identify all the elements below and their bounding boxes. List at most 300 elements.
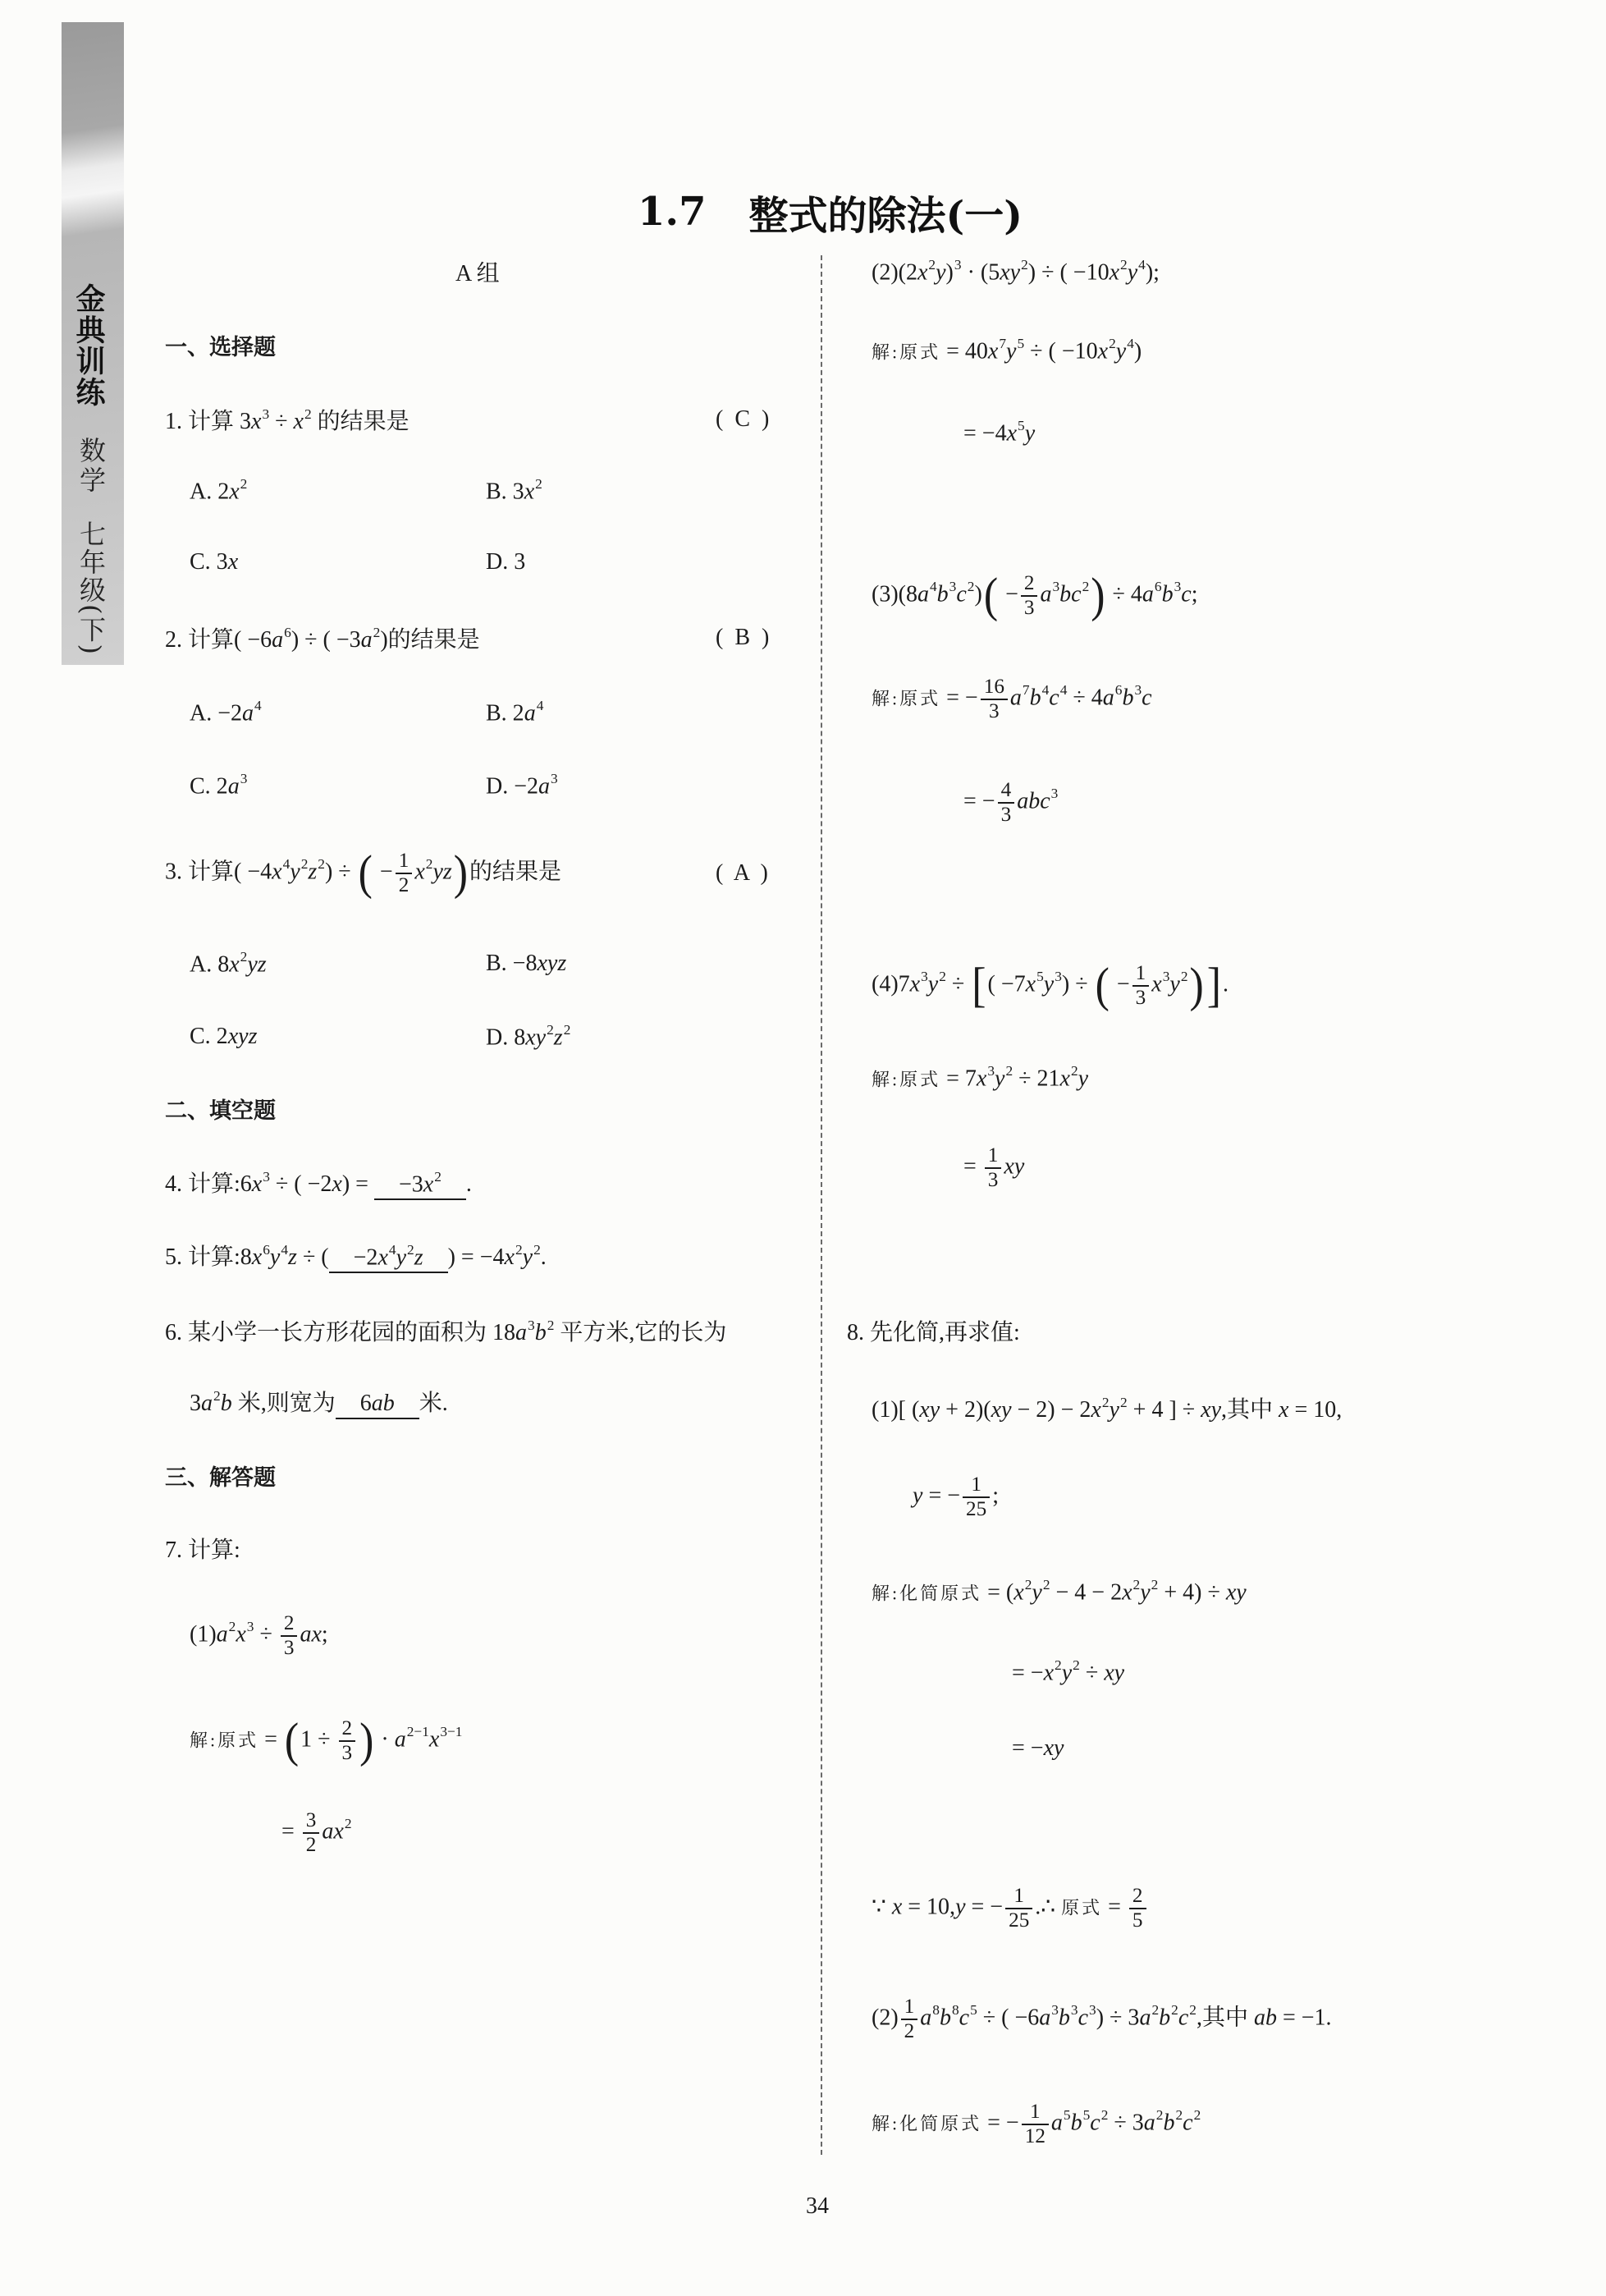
fraction <box>985 1144 1002 1192</box>
fraction-denominator: 2 <box>305 1834 317 1856</box>
fraction <box>303 1809 320 1857</box>
math-variable: c <box>1078 2005 1089 2031</box>
superscript: 6 <box>284 624 291 640</box>
math-variable: x <box>917 259 928 286</box>
superscript: 2 <box>1101 1394 1110 1410</box>
math-variable: y <box>1006 338 1017 364</box>
math-variable: y <box>1013 1153 1025 1180</box>
solution-label: 解:原式 <box>190 1730 259 1751</box>
math-line-content <box>190 949 267 978</box>
text-run: . <box>465 1171 472 1197</box>
math-variable: x <box>909 971 921 997</box>
text-run: C. 2xyz <box>190 1024 258 1049</box>
math-variable: c <box>1040 788 1050 814</box>
text-run: ÷ x <box>269 409 304 434</box>
math-variable: x <box>1004 1153 1014 1180</box>
sidebar-grade: 七年级(下) <box>75 520 107 656</box>
math-variable: x <box>227 549 239 575</box>
fraction-denominator: 3 <box>989 700 1000 722</box>
math-variable: x <box>1043 1660 1055 1686</box>
text-run <box>414 859 424 884</box>
answer-mark: ( A ) <box>716 860 768 886</box>
text-run <box>1078 2005 1088 2030</box>
text-run: ) ÷ <box>1061 971 1094 997</box>
text-run <box>270 1244 280 1270</box>
superscript: 3 <box>240 771 248 787</box>
text-run <box>1110 1397 1119 1423</box>
math-variable: x <box>251 1244 263 1270</box>
superscript: 3−1 <box>440 1723 463 1739</box>
math-variable: a <box>1142 581 1154 607</box>
text-run: = −x <box>1012 1660 1055 1686</box>
math-line-content <box>190 698 262 726</box>
math-variable: z <box>248 1024 258 1049</box>
text-run <box>1059 581 1081 607</box>
text-run: ∵ x = 10,y = − <box>872 1894 1004 1920</box>
math-variable: y <box>269 1244 281 1270</box>
superscript: 2 <box>563 1022 571 1038</box>
text-run: ) ÷ ( −10x <box>1027 259 1120 286</box>
superscript: 5 <box>1018 418 1025 434</box>
fraction <box>981 676 1008 723</box>
text-run: 2. 计算( −6a <box>165 627 284 653</box>
superscript: 5 <box>1017 336 1025 352</box>
math-variable: a <box>1143 2110 1155 2136</box>
fraction <box>998 779 1015 827</box>
text-run <box>1116 339 1126 364</box>
math-variable: a <box>394 1726 406 1753</box>
q2-answer <box>716 597 769 679</box>
math-variable: x <box>236 1621 246 1648</box>
math-variable: a <box>1009 685 1022 711</box>
q7-part2-step-2 <box>963 392 1035 474</box>
math-variable: a <box>1017 788 1029 814</box>
text-run: 4. 计算:6x <box>165 1171 263 1197</box>
math-variable: y <box>936 259 946 286</box>
fraction-denominator: 12 <box>1024 2125 1046 2147</box>
q7-part2-step-1 <box>872 309 1142 392</box>
group-label <box>455 231 500 313</box>
superscript: 2 <box>1073 1657 1080 1674</box>
text-run <box>1140 1580 1150 1606</box>
text-run <box>308 859 317 884</box>
math-variable: z <box>257 951 267 978</box>
superscript: 3 <box>1134 681 1142 698</box>
superscript: 2 <box>228 1618 236 1634</box>
text-run: ÷ <box>254 1621 278 1648</box>
math-variable: b <box>1163 2110 1175 2136</box>
fraction-denominator: 3 <box>1000 804 1012 826</box>
text-run: D. −2a <box>486 773 551 800</box>
q7-part3-step-1 <box>872 658 1152 740</box>
fraction-numerator: 1 <box>1022 2101 1049 2125</box>
superscript: 2−1 <box>406 1723 429 1739</box>
math-variable: x <box>1000 259 1010 286</box>
math-line-content <box>872 1577 1247 1606</box>
math-variable: b <box>1029 685 1041 711</box>
math-variable: x <box>504 1244 515 1270</box>
text-run: 米. <box>419 1391 448 1416</box>
q2-stem <box>165 597 480 679</box>
superscript: 4 <box>1127 336 1134 352</box>
text-run <box>1006 339 1016 364</box>
text-run: 1. 计算 3x <box>165 409 262 434</box>
q8-part1-conclusion <box>872 1868 1149 1950</box>
text-run: y = − <box>913 1483 961 1509</box>
superscript: 2 <box>533 1241 541 1258</box>
math-variable: x <box>1104 1660 1114 1686</box>
fraction-numerator: 1 <box>396 850 413 874</box>
superscript: 2 <box>1021 257 1028 273</box>
math-variable: b <box>1265 2005 1277 2031</box>
math-line-content <box>486 771 558 800</box>
superscript: 3 <box>1052 578 1060 594</box>
math-line-content <box>190 1612 328 1660</box>
superscript: 6 <box>1154 578 1162 594</box>
math-line-content <box>847 1314 1020 1347</box>
text-run: b 米,则宽为 <box>220 1391 336 1416</box>
big-bracket: [ <box>972 958 986 1013</box>
text-run <box>1030 685 1041 710</box>
q6-line-2 <box>190 1361 448 1443</box>
big-bracket: ( <box>284 1713 300 1768</box>
fraction <box>1129 1885 1146 1932</box>
math-line-content <box>872 336 1142 364</box>
superscript: 2 <box>547 1317 555 1333</box>
math-variable: x <box>428 1726 440 1753</box>
superscript: 3 <box>1089 2001 1096 2018</box>
fraction-numerator: 16 <box>981 676 1008 700</box>
text-run <box>322 1818 343 1844</box>
superscript: 7 <box>1022 681 1030 698</box>
text-run <box>1010 685 1022 710</box>
text-run: (1)[ (xy + 2)(xy − 2) − 2x <box>872 1397 1101 1423</box>
superscript: 2 <box>928 257 936 273</box>
math-variable: y <box>1109 1397 1119 1423</box>
math-line-content <box>165 1166 472 1200</box>
superscript: 2 <box>1193 2106 1201 2123</box>
section-heading-text: 二、填空题 <box>165 1098 276 1124</box>
math-variable: x <box>891 1894 903 1920</box>
superscript: 3 <box>1162 968 1170 984</box>
text-run: − <box>1000 581 1018 607</box>
big-bracket: ( <box>358 846 373 901</box>
text-run <box>959 2005 969 2030</box>
text-run <box>432 859 451 884</box>
math-variable: y <box>955 1894 966 1920</box>
text-run <box>396 1244 406 1270</box>
text-run <box>1025 421 1035 447</box>
text-run <box>1163 2110 1174 2135</box>
text-run: ÷ 4a <box>1106 581 1154 607</box>
fraction <box>1022 2101 1049 2148</box>
math-variable: y <box>1236 1579 1247 1606</box>
text-run: −2x <box>353 1244 388 1270</box>
math-variable: y <box>238 1024 249 1049</box>
math-line-content <box>190 476 247 505</box>
math-variable: y <box>929 1397 940 1423</box>
math-line-content <box>486 698 543 726</box>
text-run <box>290 859 300 884</box>
superscript: 8 <box>932 2001 940 2018</box>
math-line-content <box>190 1713 463 1768</box>
text-run: = <box>281 1818 300 1845</box>
q8-part2-question <box>872 1978 1332 2060</box>
superscript: 2 <box>939 968 946 984</box>
math-line-content <box>872 568 1198 623</box>
text-run <box>1078 1066 1088 1092</box>
q7-part1-step-2 <box>281 1792 352 1874</box>
text-run: ax; <box>300 1621 328 1648</box>
fraction <box>901 1996 918 2043</box>
superscript: 3 <box>1050 785 1059 801</box>
math-variable: z <box>553 1024 563 1051</box>
math-variable: b <box>534 1320 547 1345</box>
text-run: + 4 ] ÷ xy,其中 x = 10, <box>1127 1397 1343 1423</box>
fraction <box>1132 962 1150 1010</box>
math-line-content <box>1012 1657 1124 1686</box>
text-run <box>1062 1661 1072 1686</box>
text-run <box>247 952 266 978</box>
math-line-content <box>190 1024 257 1050</box>
fraction-denominator: 3 <box>283 1637 295 1659</box>
fraction <box>1005 1885 1032 1932</box>
page-number-text: 34 <box>806 2193 829 2219</box>
fraction-numerator: 3 <box>303 1809 320 1834</box>
superscript: 5 <box>1036 968 1044 984</box>
q2-option-c <box>190 745 247 827</box>
superscript: 2 <box>344 1815 352 1831</box>
superscript: 3 <box>954 257 962 273</box>
fraction-numerator: 1 <box>963 1473 990 1498</box>
superscript: 2 <box>434 1168 442 1185</box>
math-variable: z <box>414 1244 423 1270</box>
math-variable: y <box>1009 259 1021 286</box>
math-line-content <box>165 1532 240 1565</box>
math-variable: c <box>1178 2005 1189 2031</box>
math-line-content <box>190 1385 448 1419</box>
text-run: 5. 计算:8x <box>165 1244 263 1270</box>
superscript: 2 <box>1119 1394 1128 1410</box>
math-variable: b <box>1059 581 1072 607</box>
math-variable: x <box>414 859 425 885</box>
math-variable: x <box>1091 1397 1101 1423</box>
superscript: 2 <box>1100 2106 1109 2123</box>
math-line-content <box>872 1063 1088 1092</box>
text-run: = − <box>981 2110 1019 2136</box>
q5-line <box>165 1215 547 1297</box>
math-variable: x <box>1122 1579 1132 1606</box>
math-variable: x <box>991 1397 1002 1423</box>
fraction-denominator: 3 <box>341 1742 353 1764</box>
math-variable: z <box>557 951 567 976</box>
superscript: 2 <box>515 1241 523 1258</box>
text-run <box>1017 788 1050 813</box>
math-variable: a <box>1040 581 1052 607</box>
math-variable: x <box>293 409 304 434</box>
math-variable: c <box>1049 685 1059 711</box>
text-run: 7. 计算: <box>165 1538 240 1563</box>
math-line-content <box>281 1809 352 1857</box>
math-variable: c <box>1142 685 1152 711</box>
math-variable: a <box>300 1621 312 1648</box>
math-variable: y <box>995 1066 1005 1092</box>
fraction-numerator: 2 <box>281 1612 298 1637</box>
fraction-numerator: 1 <box>901 1996 918 2020</box>
math-line-content <box>1012 1735 1064 1762</box>
q7-part1-step-1 <box>190 1700 462 1782</box>
text-run <box>1183 2110 1192 2135</box>
superscript: 3 <box>1055 968 1062 984</box>
superscript: 2 <box>1024 1577 1032 1593</box>
text-run: ÷ 4a <box>1067 685 1114 711</box>
math-variable: b <box>382 1391 395 1416</box>
text-run: ) ÷ ( −3a <box>291 627 373 653</box>
text-run: ) ÷ <box>324 859 357 885</box>
superscript: 2 <box>1120 257 1128 273</box>
math-variable: y <box>1024 420 1036 447</box>
text-run: ( −7x <box>987 971 1036 997</box>
superscript: 4 <box>254 698 262 714</box>
math-variable: b <box>1161 581 1174 607</box>
solution-label: 解:原式 <box>872 341 941 363</box>
superscript: 5 <box>1082 2106 1091 2123</box>
q2-option-a <box>190 671 262 754</box>
superscript: 2 <box>240 476 248 493</box>
math-variable: x <box>1025 971 1036 997</box>
q1-option-a <box>190 450 247 532</box>
answer-blank <box>336 1389 419 1419</box>
big-bracket: ( <box>983 568 999 623</box>
math-variable: b <box>1070 2110 1082 2136</box>
text-run <box>920 2005 931 2030</box>
fraction-denominator: 3 <box>1135 987 1146 1009</box>
text-run: A. 8x <box>190 951 240 978</box>
answer-mark: ( C ) <box>716 406 770 432</box>
text-run: = <box>1102 1894 1127 1920</box>
math-variable: z <box>288 1244 297 1270</box>
math-variable: a <box>538 773 551 800</box>
superscript: 8 <box>951 2001 959 2018</box>
math-variable: c <box>956 581 967 607</box>
text-run: ) <box>1133 338 1142 364</box>
text-run <box>1044 971 1054 997</box>
math-variable: a <box>360 627 373 653</box>
text-run <box>1051 2110 1063 2135</box>
fraction-denominator: 25 <box>1009 1909 1030 1932</box>
math-variable: a <box>371 1391 383 1416</box>
math-variable: y <box>432 859 443 885</box>
text-run: 3. 计算( −4x <box>165 859 282 885</box>
math-variable: y <box>1127 259 1138 286</box>
superscript: 2 <box>1175 2106 1183 2123</box>
section-heading-solve <box>165 1434 276 1516</box>
q3-stem <box>165 832 561 914</box>
page-number <box>785 2165 850 2248</box>
superscript: 2 <box>535 476 542 493</box>
math-line-content <box>165 621 480 654</box>
text-run: ) ÷ 3a <box>1096 2005 1151 2031</box>
answer-blank <box>329 1241 448 1273</box>
solution-label: 解:化简原式 <box>872 2113 982 2134</box>
math-variable: b <box>936 581 949 607</box>
q2-option-d <box>486 745 558 827</box>
text-run: ÷ 21x <box>1013 1066 1070 1092</box>
fraction <box>396 850 413 897</box>
math-variable: c <box>1181 581 1192 607</box>
superscript: 4 <box>536 698 544 714</box>
big-bracket: ) <box>359 1713 374 1768</box>
text-run: C. 2a <box>190 773 240 800</box>
math-variable: x <box>229 951 240 978</box>
q2-option-b <box>486 671 543 754</box>
fraction-numerator: 2 <box>339 1717 356 1742</box>
text-run: − 4 − 2x <box>1050 1579 1132 1606</box>
math-variable: a <box>1039 2005 1051 2031</box>
fraction-denominator: 3 <box>1023 597 1035 619</box>
q6-line-1 <box>165 1290 726 1372</box>
fraction-numerator: 1 <box>985 1144 1002 1169</box>
solution-label: 解:原式 <box>872 688 941 709</box>
text-run: B. 3x <box>486 479 535 505</box>
math-variable: a <box>1253 2005 1265 2031</box>
fraction-numerator: 1 <box>1132 962 1150 987</box>
text-run: ) = −4x <box>447 1244 515 1270</box>
math-variable: x <box>227 1024 239 1049</box>
q1-option-d <box>486 521 525 603</box>
math-variable: b <box>1058 2005 1070 2031</box>
text-run <box>1169 971 1179 997</box>
text-run: 3a <box>190 1391 213 1416</box>
math-variable: z <box>308 859 318 885</box>
text-run <box>1122 685 1133 710</box>
text-run <box>1151 971 1161 997</box>
q8-part1-question-cont <box>913 1456 999 1538</box>
math-variable: y <box>396 1244 406 1270</box>
text-run <box>940 2005 951 2030</box>
text-run <box>1040 581 1051 607</box>
superscript: 2 <box>1042 1577 1050 1593</box>
superscript: 4 <box>1041 681 1050 698</box>
q7-part4-step-2 <box>963 1127 1024 1209</box>
q7-part2-question <box>872 231 1160 313</box>
math-line-content <box>165 1314 726 1347</box>
text-run: ÷ ( −10x <box>1024 338 1109 364</box>
math-line-content <box>872 2101 1201 2148</box>
text-run: (2)(2x <box>872 259 928 286</box>
superscript: 2 <box>967 578 975 594</box>
q7-part4-question <box>872 945 1229 1027</box>
superscript: 3 <box>551 771 558 787</box>
text-run: 1 ÷ <box>300 1726 336 1753</box>
text-run: ÷ ( −6a <box>977 2005 1051 2031</box>
text-run <box>937 581 949 607</box>
text-run: A. −2a <box>190 700 254 726</box>
text-run: ) <box>974 581 982 607</box>
math-variable: x <box>1109 259 1120 286</box>
text-run <box>1142 685 1151 710</box>
text-run <box>1049 685 1059 710</box>
superscript: 3 <box>987 1063 995 1079</box>
math-variable: y <box>290 859 300 885</box>
superscript: 3 <box>1174 578 1182 594</box>
text-run: (4)7x <box>872 971 921 997</box>
fraction-denominator: 5 <box>1132 1909 1143 1932</box>
superscript: 6 <box>263 1241 270 1258</box>
text-run: − <box>1110 971 1130 997</box>
text-run <box>1162 581 1174 607</box>
big-bracket: ) <box>453 846 469 901</box>
